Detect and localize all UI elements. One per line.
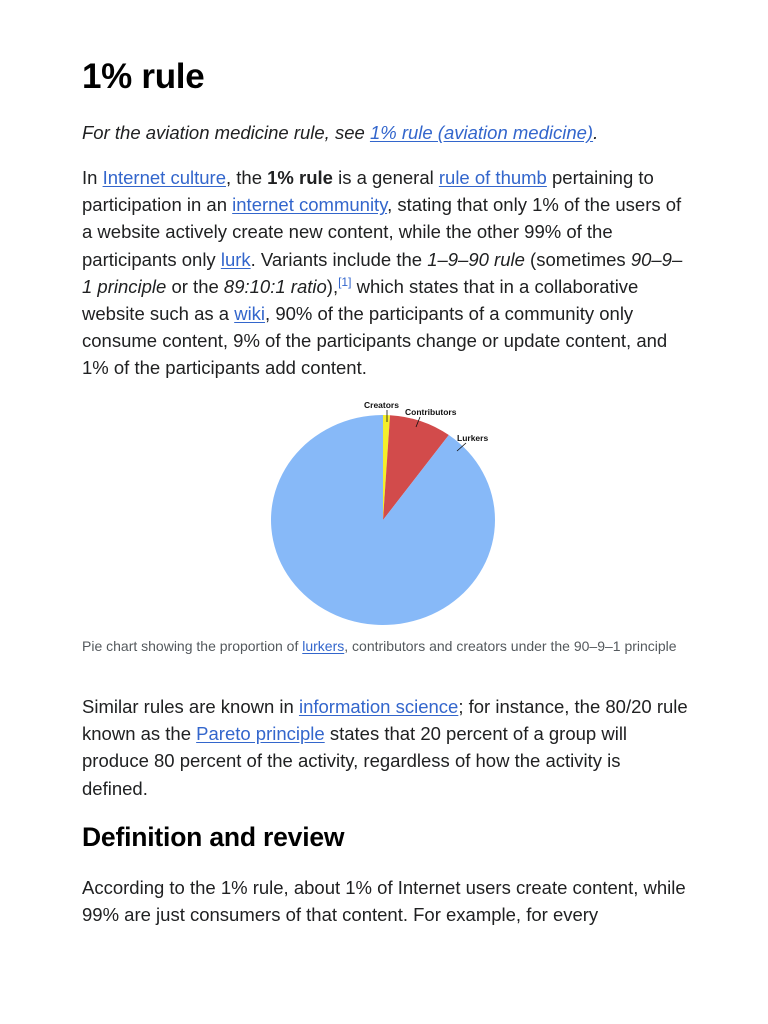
pie-chart[interactable] [268, 396, 508, 631]
link-internet-community[interactable]: internet community [232, 194, 388, 216]
link-rule-of-thumb[interactable]: rule of thumb [438, 167, 547, 188]
pie-slice-lurkers[interactable] [271, 415, 495, 625]
section-heading-definition: Definition and review [82, 822, 345, 852]
pie-label-creators: Creators [364, 400, 399, 410]
bold-term: 1% rule [267, 167, 333, 188]
hatnote: For the aviation medicine rule, see 1% rule (aviation medicine). [82, 122, 599, 143]
page-title: 1% rule [82, 57, 205, 96]
link-aviation-medicine[interactable]: 1% rule (aviation medicine) [369, 122, 594, 143]
pie-label-contributors: Contributors [405, 407, 457, 417]
figure-caption: Pie chart showing the proportion of lurkers, contributors and creators under the 90–9–1 principle [82, 638, 677, 654]
pie-label-lurkers: Lurkers [457, 433, 489, 443]
definition-paragraph: According to the 1% rule, about 1% of Internet users create content, while 99% are just consumers of that content. For example, for every [82, 877, 686, 926]
reference-1[interactable]: [1] [338, 274, 352, 289]
similar-rules-paragraph: Similar rules are known in information science; for instance, the 80/20 rule known as the Pareto principle states that 20 percent of a group will produce 80 percent of the activity, regardless of how the activity is defined. [82, 696, 688, 799]
link-lurk[interactable]: lurk [220, 248, 251, 270]
link-internet-culture[interactable]: Internet culture [102, 167, 226, 188]
link-lurkers[interactable]: lurkers [302, 638, 345, 654]
link-wiki[interactable]: wiki [234, 303, 266, 325]
link-information-science[interactable]: information science [298, 696, 459, 717]
intro-paragraph: In Internet culture, the 1% rule is a general rule of thumb pertaining to participation in an internet community, stating that only 1% of the users of a website actively create new content, while the other 99% of the participants only lurk. Variants include the 1–9–90 rule (sometimes 90–9–1 principle or the 89:10:1 ratio),[1] which states that in a collaborative website such as a wiki, 90% of the participants of a community only consume content, 9% of the participants change or update content, and 1% of the participants add content. [82, 167, 683, 379]
link-pareto-principle[interactable]: Pareto principle [196, 723, 325, 745]
